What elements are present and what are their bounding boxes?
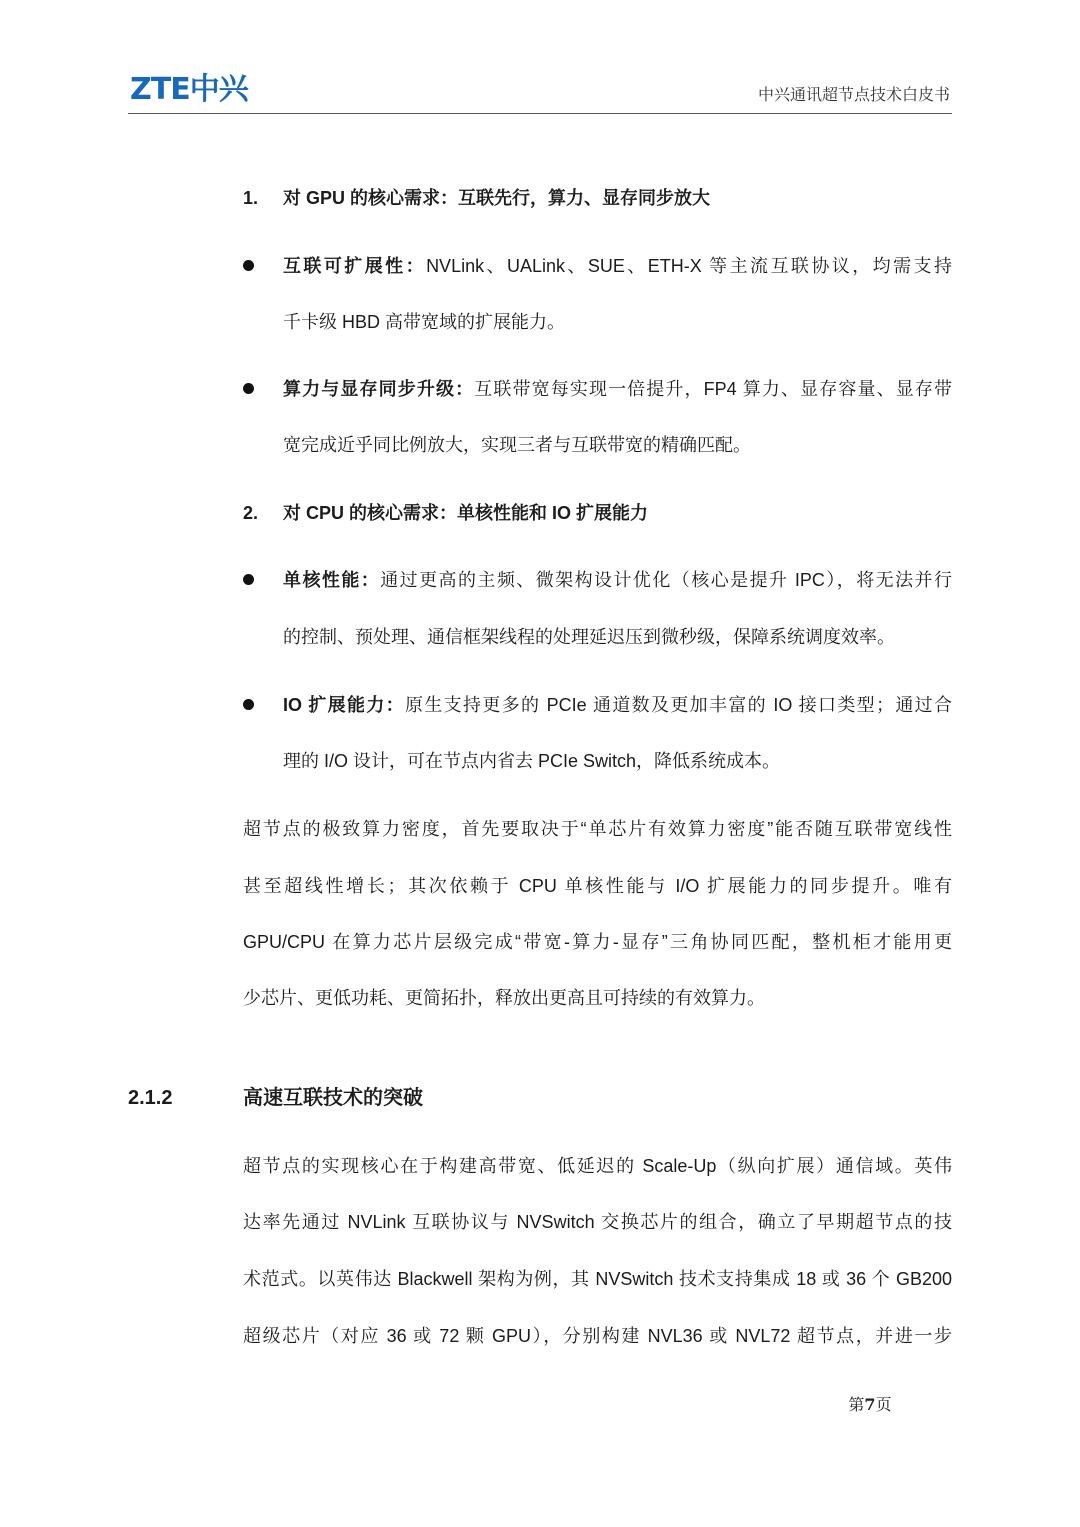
bullet-label: IO 扩展能力： — [283, 695, 405, 715]
paragraph-line: 少芯片、更低功耗、更简拓扑，释放出更高且可持续的有效算力。 — [243, 988, 765, 1008]
cpu-needs-number: 2. — [243, 503, 259, 523]
page-number: 7 — [864, 1395, 876, 1414]
zte-logo: ZTE中兴 — [130, 72, 248, 107]
cpu-needs-heading: 对 CPU 的核心需求：单核性能和 IO 扩展能力 — [283, 503, 649, 523]
footer-prefix: 第 — [848, 1395, 865, 1414]
paragraph-line: 甚至超线性增长；其次依赖于 CPU 单核性能与 I/O 扩展能力的同步提升。唯有 — [243, 876, 952, 896]
bullet-label: 算力与显存同步升级： — [283, 379, 475, 399]
gpu-needs-heading: 对 GPU 的核心需求：互联先行，算力、显存同步放大 — [283, 188, 711, 208]
bullet-text: 原生支持更多的 PCIe 通道数及更加丰富的 IO 接口类型；通过合 — [405, 695, 952, 715]
bullet-icon — [243, 260, 254, 271]
page-footer — [800, 1394, 940, 1416]
bullet-text-continued: 千卡级 HBD 高带宽域的扩展能力。 — [283, 312, 566, 332]
paragraph-line: 达率先通过 NVLink 互联协议与 NVSwitch 交换芯片的组合，确立了早期超节点的技 — [243, 1212, 952, 1232]
bullet-io-expansion — [283, 693, 952, 717]
footer-suffix: 页 — [875, 1395, 892, 1414]
bullet-icon — [243, 574, 254, 585]
bullet-text-continued: 宽完成近乎同比例放大，实现三者与互联带宽的精确匹配。 — [283, 435, 751, 455]
document-title: 中兴通讯超节点技术白皮书 — [757, 85, 950, 104]
paragraph-line: 超级芯片（对应 36 或 72 颗 GPU），分别构建 NVL36 或 NVL72 超节点，并进一步 — [243, 1326, 952, 1346]
section-number: 2.1.2 — [128, 1087, 173, 1109]
bullet-text: NVLink、UALink、SUE、ETH-X 等主流互联协议，均需支持 — [426, 256, 952, 276]
bullet-icon — [243, 383, 254, 394]
header-divider — [128, 113, 952, 114]
bullet-text: 通过更高的主频、微架构设计优化（核心是提升 IPC），将无法并行 — [380, 570, 952, 590]
bullet-label: 互联可扩展性： — [283, 256, 427, 276]
bullet-compute-memory-scaling — [283, 377, 952, 401]
section-title: 高速互联技术的突破 — [243, 1087, 423, 1109]
paragraph-line: 超节点的实现核心在于构建高带宽、低延迟的 Scale-Up（纵向扩展）通信域。英伟 — [243, 1156, 952, 1176]
bullet-label: 单核性能： — [283, 570, 381, 590]
paragraph-line: 超节点的极致算力密度，首先要取决于“单芯片有效算力密度”能否随互联带宽线性 — [243, 819, 952, 839]
bullet-text: 互联带宽每实现一倍提升，FP4 算力、显存容量、显存带 — [474, 379, 952, 399]
bullet-icon — [243, 699, 254, 710]
paragraph-line: GPU/CPU 在算力芯片层级完成“带宽-算力-显存”三角协同匹配，整机柜才能用更 — [243, 932, 952, 952]
bullet-interconnect-scalability — [283, 254, 952, 278]
bullet-single-core-performance — [283, 568, 952, 592]
paragraph-line: 术范式。以英伟达 Blackwell 架构为例，其 NVSwitch 技术支持集成 18 或 36 个 GB200 — [243, 1269, 952, 1289]
bullet-text-continued: 的控制、预处理、通信框架线程的处理延迟压到微秒级，保障系统调度效率。 — [283, 627, 895, 647]
bullet-text-continued: 理的 I/O 设计，可在节点内省去 PCIe Switch，降低系统成本。 — [283, 751, 781, 771]
gpu-needs-number: 1. — [243, 188, 259, 208]
